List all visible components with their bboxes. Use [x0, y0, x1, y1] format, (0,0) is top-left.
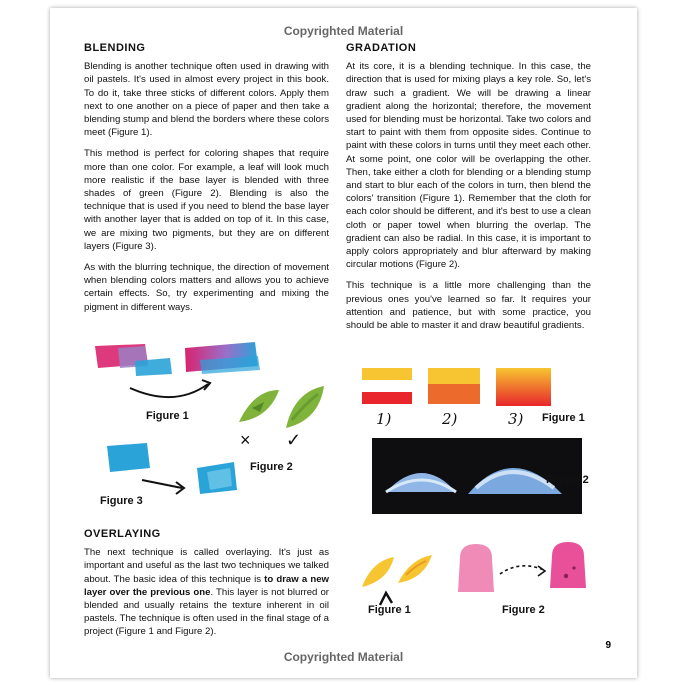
page-number: 9 — [605, 640, 611, 651]
blending-paragraph-1: Blending is another technique often used in drawing with oil pastels. It's used in almost every project in this book. To do it, take three sticks of different colors. Apply them next to one another on a piece of paper and then take a blending stump and blend the borders where these colors meet (Figure 1). — [84, 61, 329, 139]
blending-section — [84, 42, 329, 322]
overlaying-text-start: The next technique is called overlaying. It's just as important and useful as the last two techniques we talked about. The basic idea of this technique is — [84, 547, 329, 585]
book-page — [50, 8, 637, 678]
blending-figure-3-caption: Figure 3 — [100, 495, 143, 507]
gradation-figure-2-caption: Figure 2 — [546, 474, 589, 486]
overlaying-figure-2-illustration — [450, 538, 600, 600]
gradation-paragraph-2: This technique is a little more challenging than the previous ones you've learned so far. It requires your attention and patience, but with some practice, you should be able to master it and draw beautiful gradients. — [346, 280, 591, 332]
right-mark: ✓ — [286, 430, 302, 450]
gradation-step-3: 3) — [508, 410, 524, 428]
blending-figure-2-caption: Figure 2 — [250, 461, 293, 473]
watermark-bottom: Copyrighted Material — [283, 650, 404, 664]
overlaying-text-end: . This layer is not blurred or blended and usually retains the texture inherent in oil pastels. The technique is often used in the final stage of a project (Figure 1 and Figure 2). — [84, 586, 330, 638]
blending-paragraph-3: As with the blurring technique, the direction of movement when blending colors matters and allows you to achieve certain effects. So, try experimenting and mixing the pigment in different ways. — [84, 262, 329, 313]
blending-paragraph-2: This method is perfect for coloring shapes that require more than one color. For example, a leaf will look much more realistic if the base layer is blended with three shades of green (Figure 2). Blending is also the technique that is used if you need to blend the base layer with another layer that is added on top of it. In this case, we are mixing two pigments, but they are on different layers (Figure 3). — [84, 148, 329, 252]
gradation-heading: GRADATION — [346, 42, 417, 54]
overlaying-figure-2-caption: Figure 2 — [502, 604, 545, 616]
blending-figure-1-caption: Figure 1 — [146, 410, 189, 422]
blending-figure-3-illustration — [102, 438, 242, 503]
gradation-step-2: 2) — [442, 410, 458, 428]
overlaying-paragraph — [84, 546, 329, 638]
watermark-top: Copyrighted Material — [283, 24, 404, 38]
gradation-section — [346, 42, 591, 340]
gradation-paragraph-1: At its core, it is a blending technique. In this case, the direction that is used for mixing plays a key role. So, let's draw such a gradient. We will be drawing a linear gradient along the horizontal; therefore, the movement used for blending must be horizontal. Take two colors and start to paint with them from opposite sides. Continue to paint with these colors in turns until they meet each other. At some point, one color will be overlapping the other. Then, take either a cloth for blending or a blending stump and start to blur each of the colors in turn, then blend the colors' transition (Figure 1). Remember that the cloth for each color should be different, and it's best to use a clean cloth or paper towel when blurring the overlap. The gradient can also be radial. In this case, it is important to apply colors appropriately and blur afterward by making circular motions (Figure 2). — [346, 61, 591, 271]
overlaying-heading: OVERLAYING — [84, 528, 161, 540]
overlaying-figure-1-caption: Figure 1 — [368, 604, 411, 616]
gradation-step-1: 1) — [376, 410, 392, 428]
gradation-figure-1-caption: Figure 1 — [542, 412, 585, 424]
overlaying-text-bold: to draw a new layer over the previous one — [84, 573, 329, 598]
wrong-mark: × — [240, 430, 251, 450]
overlaying-figure-1-illustration — [358, 553, 438, 608]
blending-heading: BLENDING — [84, 42, 146, 54]
overlaying-section — [84, 528, 329, 647]
